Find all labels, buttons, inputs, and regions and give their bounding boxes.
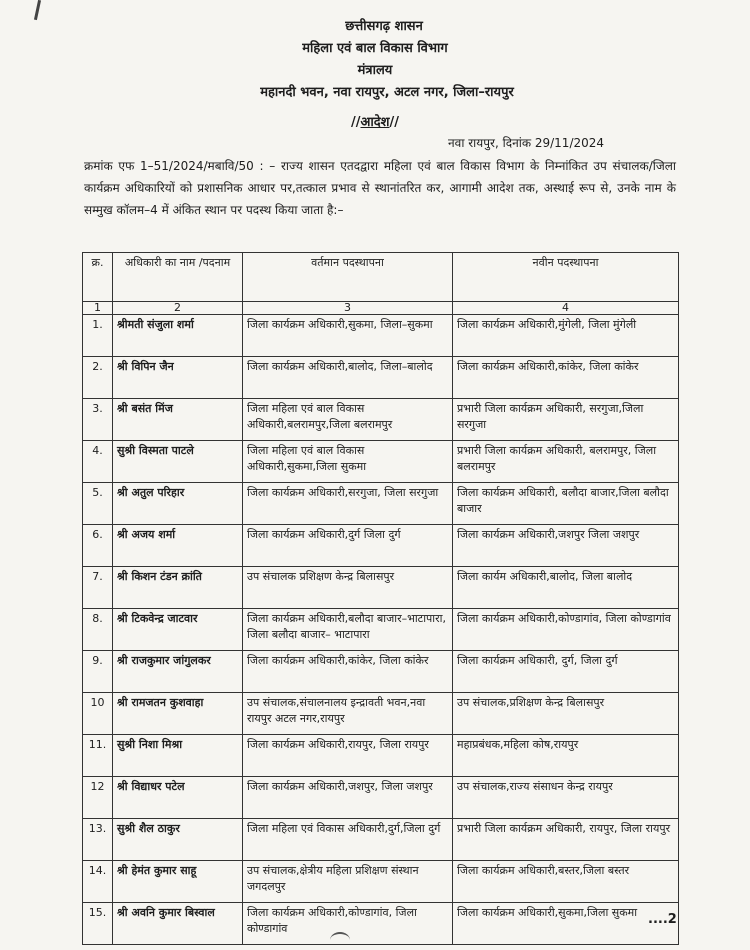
table-row [83, 483, 679, 525]
row-serial: 12 [83, 777, 113, 819]
table-row [83, 903, 679, 945]
table-row [83, 819, 679, 861]
table-row [83, 861, 679, 903]
col-current-header: वर्तमान पदस्थापना [243, 253, 453, 302]
current-posting: जिला कार्यक्रम अधिकारी,कोण्डागांव, जिला कोण्डागांव [243, 903, 453, 945]
row-serial: 2. [83, 357, 113, 399]
officer-name: सुश्री शैल ठाकुर [113, 819, 243, 861]
officer-name: सुश्री निशा मिश्रा [113, 735, 243, 777]
letterhead [0, 16, 750, 104]
current-posting: जिला कार्यक्रम अधिकारी,जशपुर, जिला जशपुर [243, 777, 453, 819]
row-serial: 15. [83, 903, 113, 945]
new-posting: जिला कार्यक्रम अधिकारी,जशपुर जिला जशपुर [453, 525, 679, 567]
new-posting: जिला कार्यक्रम अधिकारी,मुंगेली, जिला मुंगेली [453, 315, 679, 357]
row-serial: 1. [83, 315, 113, 357]
officer-name: श्री अवनि कुमार बिस्वाल [113, 903, 243, 945]
current-posting: उप संचालक,क्षेत्रीय महिला प्रशिक्षण संस्थान जगदलपुर [243, 861, 453, 903]
column-number-row [83, 302, 679, 315]
row-serial: 5. [83, 483, 113, 525]
table-row [83, 525, 679, 567]
current-posting: जिला कार्यक्रम अधिकारी,बलौदा बाजार–भाटापारा, जिला बलौदा बाजार– भाटापारा [243, 609, 453, 651]
col-number: 3 [243, 302, 453, 315]
current-posting: जिला कार्यक्रम अधिकारी,कांकेर, जिला कांकेर [243, 651, 453, 693]
row-serial: 4. [83, 441, 113, 483]
current-posting: जिला महिला एवं विकास अधिकारी,दुर्ग,जिला दुर्ग [243, 819, 453, 861]
col-number: 2 [113, 302, 243, 315]
new-posting: जिला कार्यम अधिकारी,बालोद, जिला बालोद [453, 567, 679, 609]
order-date: नवा रायपुर, दिनांक 29/11/2024 [448, 136, 605, 150]
table-row [83, 357, 679, 399]
new-posting: प्रभारी जिला कार्यक्रम अधिकारी, बलरामपुर, जिला बलरामपुर [453, 441, 679, 483]
table-row [83, 777, 679, 819]
table-row [83, 609, 679, 651]
col-number: 1 [83, 302, 113, 315]
page-number: ....2 [648, 912, 677, 927]
table-header-row [83, 253, 679, 302]
officer-name: श्री रामजतन कुशवाहा [113, 693, 243, 735]
col-number: 4 [453, 302, 679, 315]
current-posting: जिला महिला एवं बाल विकास अधिकारी,सुकमा,जिला सुकमा [243, 441, 453, 483]
table-row [83, 693, 679, 735]
table-row [83, 735, 679, 777]
new-posting: जिला कार्यक्रम अधिकारी, दुर्ग, जिला दुर्ग [453, 651, 679, 693]
table-row [83, 399, 679, 441]
current-posting: जिला कार्यक्रम अधिकारी,रायपुर, जिला रायपुर [243, 735, 453, 777]
row-serial: 7. [83, 567, 113, 609]
ministry-label: मंत्रालय [357, 63, 393, 78]
table-row [83, 567, 679, 609]
col-name-header: अधिकारी का नाम /पदनाम [113, 253, 243, 302]
officer-name: श्रीमती संजुला शर्मा [113, 315, 243, 357]
new-posting: जिला कार्यक्रम अधिकारी,कोण्डागांव, जिला कोण्डागांव [453, 609, 679, 651]
govt-name: छत्तीसगढ़ शासन [345, 19, 423, 34]
row-serial: 9. [83, 651, 113, 693]
row-serial: 10 [83, 693, 113, 735]
row-serial: 11. [83, 735, 113, 777]
new-posting: प्रभारी जिला कार्यक्रम अधिकारी, रायपुर, जिला रायपुर [453, 819, 679, 861]
officer-name: श्री विद्याधर पटेल [113, 777, 243, 819]
order-heading: //आदेश// [350, 115, 400, 130]
current-posting: जिला कार्यक्रम अधिकारी,सरगुजा, जिला सरगुजा [243, 483, 453, 525]
office-address: महानदी भवन, नवा रायपुर, अटल नगर, जिला–रायपुर [260, 85, 514, 100]
current-posting: जिला महिला एवं बाल विकास अधिकारी,बलरामपुर,जिला बलरामपुर [243, 399, 453, 441]
new-posting: उप संचालक,प्रशिक्षण केन्द्र बिलासपुर [453, 693, 679, 735]
new-posting: जिला कार्यक्रम अधिकारी,कांकेर, जिला कांकेर [453, 357, 679, 399]
order-paragraph: क्रमांक एफ 1–51/2024/मबावि/50 : – राज्य शासन एतदद्वारा महिला एवं बाल विकास विभाग के निम्नांकित उप संचालक/जिला कार्यक्रम अधिकारियों को प्रशासनिक आधार पर,तत्काल प्रभाव से स्थानांतरित कर, आगामी आदेश तक, अस्थाई रूप से, उनके नाम के सम्मुख कॉलम–4 में अंकित स्थान पर पदस्थ किया जाता है:– [84, 159, 676, 217]
officer-name: सुश्री विस्मता पाटले [113, 441, 243, 483]
row-serial: 3. [83, 399, 113, 441]
new-posting: उप संचालक,राज्य संसाधन केन्द्र रायपुर [453, 777, 679, 819]
officer-name: श्री विपिन जैन [113, 357, 243, 399]
table-row [83, 441, 679, 483]
current-posting: उप संचालक प्रशिक्षण केन्द्र बिलासपुर [243, 567, 453, 609]
officer-name: श्री किशन टंडन क्रांति [113, 567, 243, 609]
new-posting: जिला कार्यक्रम अधिकारी,बस्तर,जिला बस्तर [453, 861, 679, 903]
new-posting: प्रभारी जिला कार्यक्रम अधिकारी, सरगुजा,जिला सरगुजा [453, 399, 679, 441]
new-posting: जिला कार्यक्रम अधिकारी, बलौदा बाजार,जिला बलौदा बाजार [453, 483, 679, 525]
row-serial: 8. [83, 609, 113, 651]
department-name: महिला एवं बाल विकास विभाग [302, 41, 448, 56]
new-posting: महाप्रबंधक,महिला कोष,रायपुर [453, 735, 679, 777]
current-posting: जिला कार्यक्रम अधिकारी,दुर्ग जिला दुर्ग [243, 525, 453, 567]
officer-name: श्री हेमंत कुमार साहू [113, 861, 243, 903]
officer-name: श्री अजय शर्मा [113, 525, 243, 567]
current-posting: उप संचालक,संचालनालय इन्द्रावती भवन,नवा रायपुर अटल नगर,रायपुर [243, 693, 453, 735]
col-new-header: नवीन पदस्थापना [453, 253, 679, 302]
officer-name: श्री राजकुमार जांगुलकर [113, 651, 243, 693]
row-serial: 14. [83, 861, 113, 903]
col-serial-header: क्र. [83, 253, 113, 302]
current-posting: जिला कार्यक्रम अधिकारी,सुकमा, जिला–सुकमा [243, 315, 453, 357]
table-row [83, 651, 679, 693]
officer-name: श्री अतुल परिहार [113, 483, 243, 525]
officer-name: श्री बसंत मिंज [113, 399, 243, 441]
transfer-table [82, 252, 679, 945]
order-title: आदेश [360, 115, 390, 130]
current-posting: जिला कार्यक्रम अधिकारी,बालोद, जिला–बालोद [243, 357, 453, 399]
footer-mark [330, 932, 350, 948]
row-serial: 6. [83, 525, 113, 567]
new-posting: जिला कार्यक्रम अधिकारी,सुकमा,जिला सुकमा [453, 903, 679, 945]
row-serial: 13. [83, 819, 113, 861]
officer-name: श्री टिकवेन्द्र जाटवार [113, 609, 243, 651]
table-row [83, 315, 679, 357]
